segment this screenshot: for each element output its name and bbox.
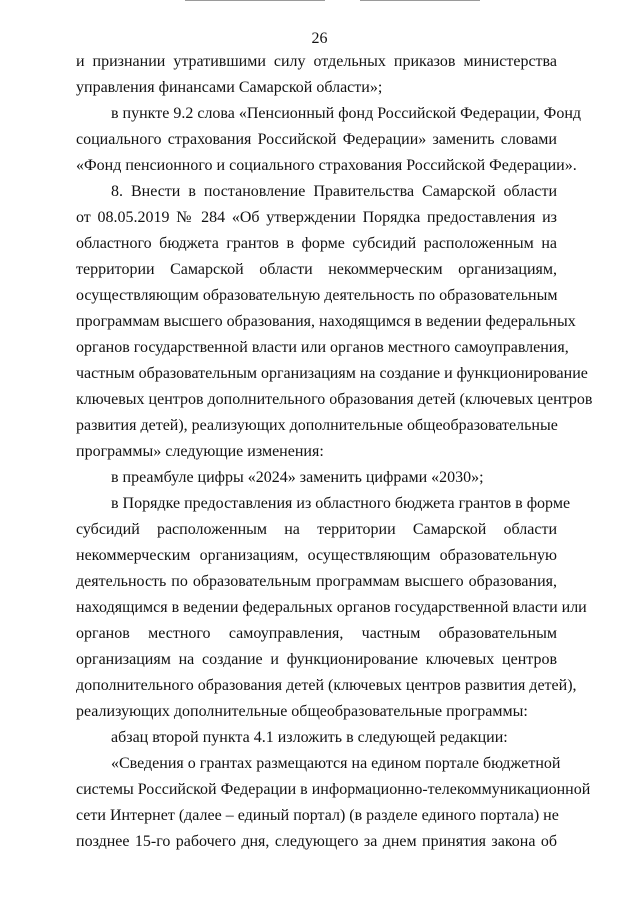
scan-edge-mark (185, 0, 325, 1)
text-line: в пункте 9.2 слова «Пенсионный фонд Российской Федерации, Фонд (111, 105, 582, 122)
text-line: управления финансами Самарской области»; (76, 79, 383, 96)
text-line: деятельность по образовательным программам высшего образования, (76, 573, 557, 590)
text-line: сети Интернет (далее – единый портал) (в разделе единого портала) не (76, 807, 559, 824)
text-line: дополнительного образования детей (ключевых центров развития детей), (76, 677, 577, 694)
text-line: программам высшего образования, находящимся в ведении федеральных (76, 313, 576, 330)
text-line: реализующих дополнительные общеобразовательные программы: (76, 703, 528, 720)
text-line: органов местного самоуправления, частным образовательным (76, 625, 557, 642)
text-line: некоммерческим организациям, осуществляющим образовательную (76, 547, 557, 564)
text-line: социального страхования Российской Федерации» заменить словами (76, 131, 557, 148)
text-line: органов государственной власти или органов местного самоуправления, (76, 339, 569, 356)
text-line: «Фонд пенсионного и социального страхования Российской Федерации». (76, 157, 577, 174)
text-line: от 08.05.2019 № 284 «Об утверждении Порядка предоставления из (76, 209, 557, 226)
text-line: в Порядке предоставления из областного бюджета грантов в форме (111, 495, 571, 512)
text-line: субсидий расположенным на территории Самарской области (76, 521, 557, 538)
scan-edge-mark (360, 0, 480, 1)
text-line: абзац второй пункта 4.1 изложить в следующей редакции: (111, 729, 508, 746)
text-line: территории Самарской области некоммерческим организациям, (76, 261, 557, 278)
text-line: осуществляющим образовательную деятельность по образовательным (76, 287, 558, 304)
text-line: системы Российской Федерации в информационно-телекоммуникационной (76, 781, 591, 798)
text-line: развития детей), реализующих дополнительные общеобразовательные (76, 417, 558, 434)
text-line: 8. Внести в постановление Правительства Самарской области (111, 183, 557, 200)
text-line: позднее 15-го рабочего дня, следующего за днем принятия закона об (76, 833, 557, 850)
page-number: 26 (311, 30, 328, 47)
text-line: программы» следующие изменения: (76, 443, 324, 460)
text-line: находящимся в ведении федеральных органов государственной власти или (76, 599, 587, 616)
text-line: частным образовательным организациям на создание и функционирование (76, 365, 588, 382)
text-line: ключевых центров дополнительного образования детей (ключевых центров (76, 391, 593, 408)
text-line: областного бюджета грантов в форме субсидий расположенным на (76, 235, 557, 252)
text-line: и признании утратившими силу отдельных приказов министерства (76, 53, 557, 70)
text-line: организациям на создание и функционирование ключевых центров (76, 651, 557, 668)
text-line: «Сведения о грантах размещаются на едином портале бюджетной (111, 755, 561, 772)
text-line: в преамбуле цифры «2024» заменить цифрами «2030»; (111, 469, 484, 486)
